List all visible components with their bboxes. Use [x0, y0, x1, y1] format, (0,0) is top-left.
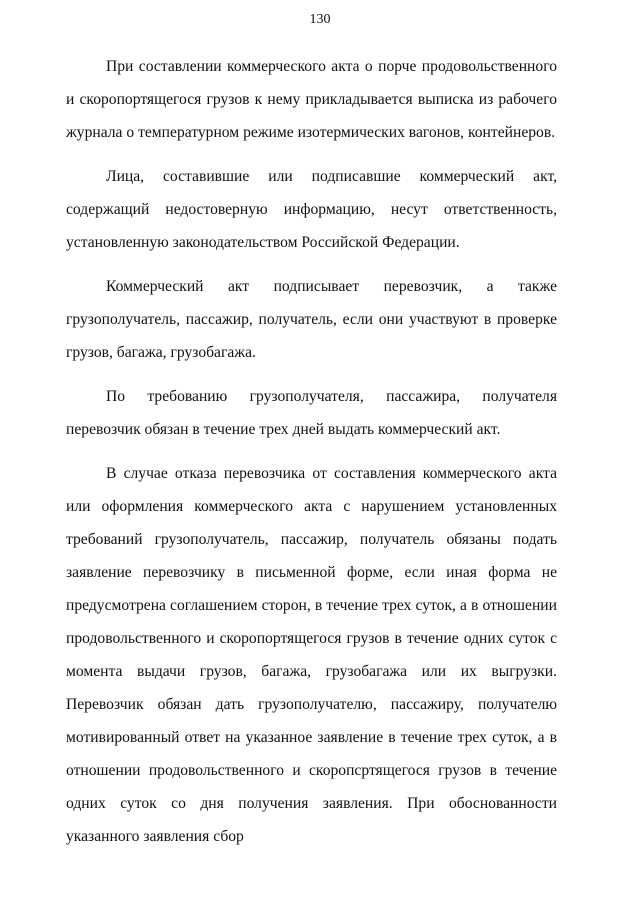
paragraph: Коммерческий акт подписывает перевозчик, а также грузополучатель, пассажир, получатель, если они участвуют в проверке грузов, багажа, грузобагажа.: [66, 278, 557, 361]
body-text: [66, 50, 557, 853]
paragraph: При составлении коммерческого акта о порче продовольственного и скоропортящегося грузов к нему прикладывается выписка из рабочего журнала о температурном режиме изотермических вагонов, контейнеров.: [66, 58, 557, 141]
paragraph: По требованию грузополучателя, пассажира, получателя перевозчик обязан в течение трех дней выдать коммерческий акт.: [66, 388, 557, 438]
page-number: 130: [309, 12, 331, 27]
paragraph: Лица, составившие или подписавшие коммерческий акт, содержащий недостоверную информацию, несут ответственность, установленную законодательством Российской Федерации.: [66, 168, 557, 251]
paragraph: В случае отказа перевозчика от составления коммерческого акта или оформления коммерческого акта с нарушением установленных требований грузополучатель, пассажир, получатель обязаны подать заявление перевозчику в письменной форме, если иная форма не предусмотрена соглашением сторон, в течение трех суток, а в отношении продовольственного и скоропортящегося грузов в течение одних суток с момента выдачи грузов, багажа, грузобагажа или их выгрузки. Перевозчик обязан дать грузополучателю, пассажиру, получателю мотивированный ответ на указанное заявление в течение трех суток, а в отношении продовольственного и скоропсртящегося грузов в течение одних суток со дня получения заявления. При обоснованности указанного заявления сбор: [66, 465, 557, 845]
